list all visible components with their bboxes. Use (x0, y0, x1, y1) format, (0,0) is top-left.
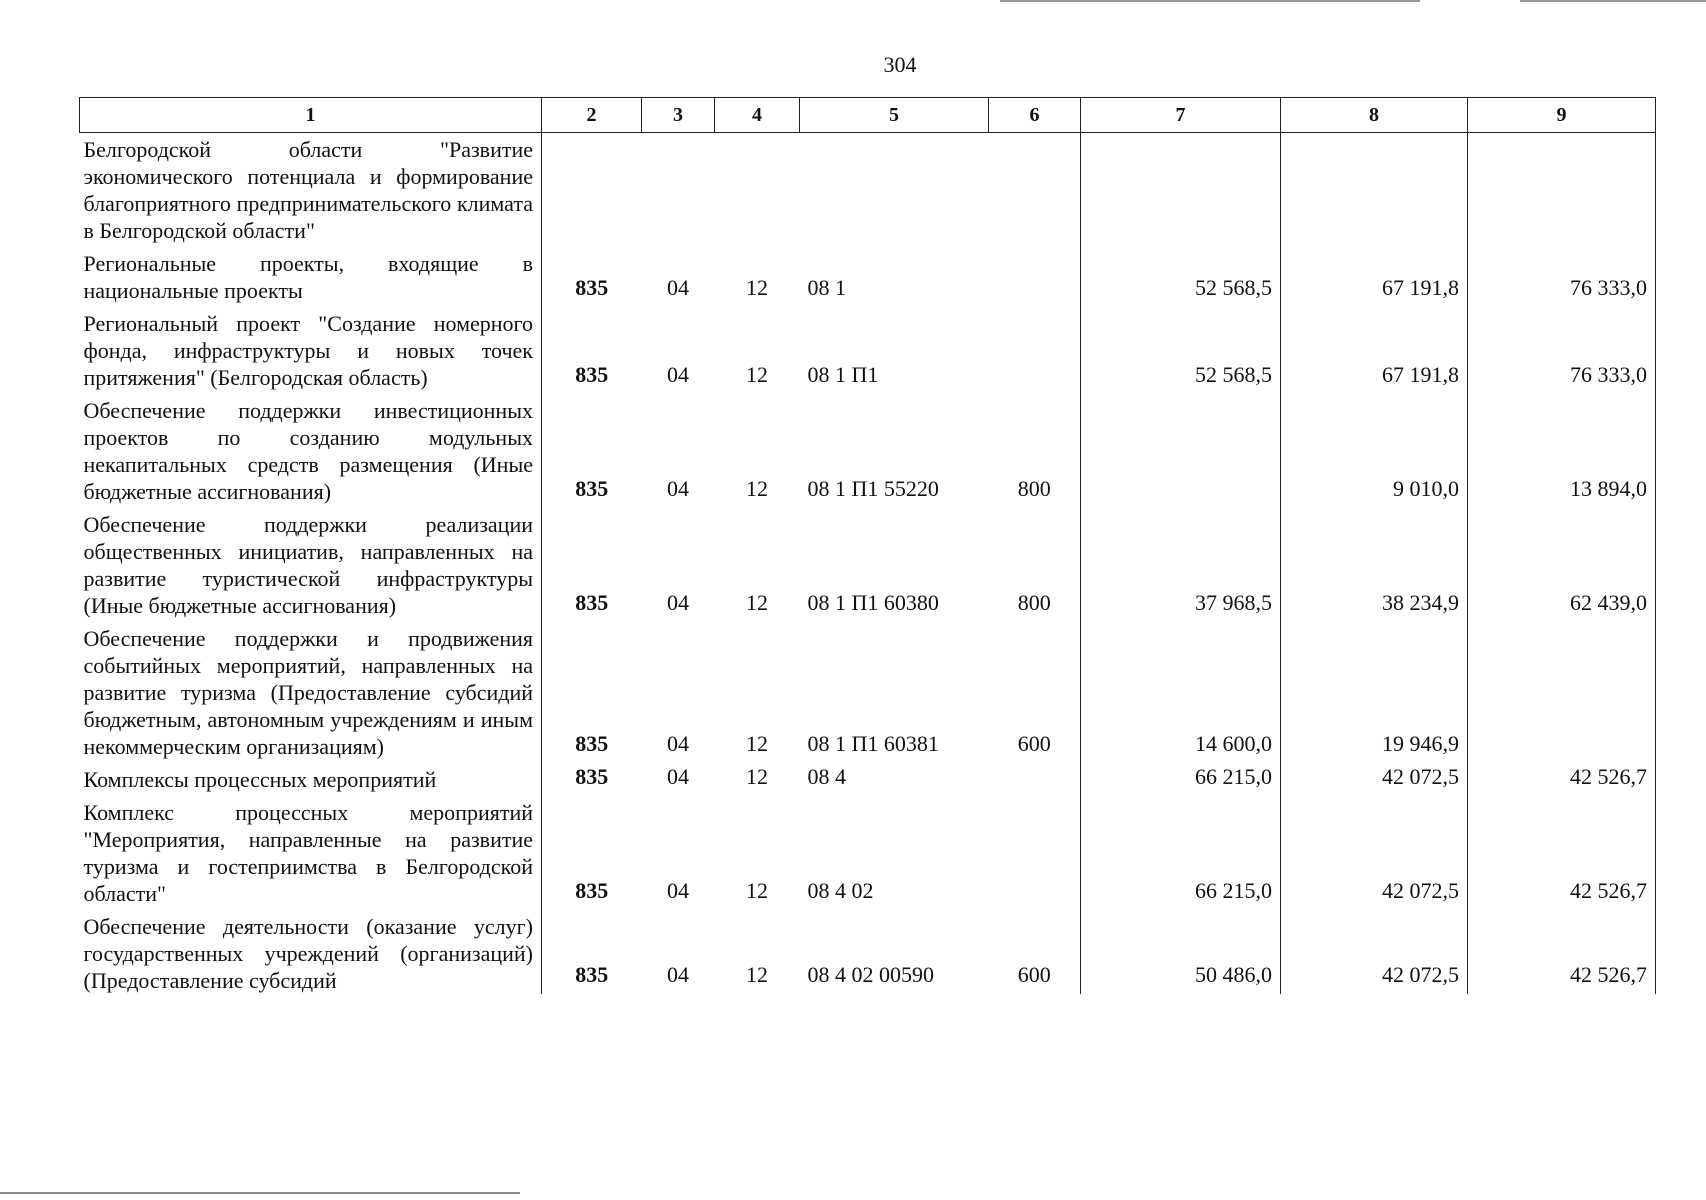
column-header: 4 (715, 98, 800, 133)
subsection-code (715, 133, 800, 248)
column-header: 8 (1281, 98, 1468, 133)
column-header: 3 (642, 98, 715, 133)
top-edge-rule (1520, 0, 1706, 2)
target-article-code: 08 1 П1 55220 (807, 476, 939, 501)
amount-col-8: 19 946,9 (1281, 622, 1468, 763)
section-code: 04 (667, 476, 689, 501)
expense-type-code (989, 247, 1081, 307)
column-header: 5 (800, 98, 989, 133)
amount-col-7: 37 968,5 (1081, 508, 1281, 622)
target-article-code: 08 1 П1 60380 (807, 590, 939, 615)
page-number: 304 (883, 52, 917, 77)
amount-col-8: 67 191,8 (1281, 247, 1468, 307)
amount-col-8: 9 010,0 (1281, 394, 1468, 508)
row-description: Комплекс процессных мероприятий "Мероприятия, направленные на развитие туризма и гостеприимства в Белгородской области" (80, 796, 542, 910)
column-header: 2 (542, 98, 642, 133)
row-description: Обеспечение поддержки реализации общественных инициатив, направленных на развитие туристической инфраструктуры (Иные бюджетные ассигнования) (80, 508, 542, 622)
amount-col-9: 62 439,0 (1468, 508, 1656, 622)
grbs-code: 835 (575, 962, 609, 987)
grbs-code: 835 (575, 878, 609, 903)
bottom-edge-rule (0, 1192, 520, 1194)
amount-col-8: 38 234,9 (1281, 508, 1468, 622)
section-code: 04 (667, 731, 689, 756)
table-row (80, 763, 1656, 796)
amount-col-8 (1281, 133, 1468, 248)
row-description: Региональные проекты, входящие в национальные проекты (80, 247, 542, 307)
row-description: Региональный проект "Создание номерного фонда, инфраструктуры и новых точек притяжения" (Белгородская область) (80, 307, 542, 394)
expense-type-code (989, 796, 1081, 910)
table-row (80, 307, 1656, 394)
row-description: Обеспечение деятельности (оказание услуг) государственных учреждений (организаций) (Предоставление субсидий (80, 910, 542, 994)
expense-type-code: 800 (1017, 590, 1051, 615)
amount-col-9 (1468, 133, 1656, 248)
section-code (642, 133, 715, 248)
row-description: Обеспечение поддержки инвестиционных проектов по созданию модульных некапитальных средств размещения (Иные бюджетные ассигнования) (80, 394, 542, 508)
amount-col-9: 42 526,7 (1468, 796, 1656, 910)
amount-col-8: 42 072,5 (1281, 763, 1468, 796)
subsection-code: 12 (746, 362, 768, 387)
subsection-code: 12 (746, 731, 768, 756)
subsection-code: 12 (746, 275, 768, 300)
top-edge-rule (1000, 0, 1420, 2)
table-row (80, 508, 1656, 622)
column-header: 6 (989, 98, 1081, 133)
amount-col-7: 52 568,5 (1081, 247, 1281, 307)
subsection-code: 12 (746, 962, 768, 987)
grbs-code: 835 (575, 362, 609, 387)
table-row (80, 394, 1656, 508)
column-header: 9 (1468, 98, 1656, 133)
expense-type-code (989, 133, 1081, 248)
table-row (80, 247, 1656, 307)
row-description: Белгородской области "Развитие экономического потенциала и формирование благоприятного предпринимательского климата в Белгородской области" (80, 133, 542, 248)
table-row (80, 622, 1656, 763)
grbs-code: 835 (575, 476, 609, 501)
amount-col-9: 42 526,7 (1468, 910, 1656, 994)
budget-table (79, 97, 1656, 994)
section-code: 04 (667, 275, 689, 300)
row-description: Обеспечение поддержки и продвижения событийных мероприятий, направленных на развитие туризма (Предоставление субсидий бюджетным, автономным учреждениям и иным некоммерческим организациям) (80, 622, 542, 763)
section-code: 04 (667, 764, 689, 789)
amount-col-7: 52 568,5 (1081, 307, 1281, 394)
amount-col-7 (1081, 133, 1281, 248)
amount-col-9: 42 526,7 (1468, 763, 1656, 796)
subsection-code: 12 (746, 590, 768, 615)
row-description: Комплексы процессных мероприятий (80, 763, 542, 796)
section-code: 04 (667, 962, 689, 987)
table-row (80, 796, 1656, 910)
grbs-code: 835 (575, 590, 609, 615)
section-code: 04 (667, 878, 689, 903)
expense-type-code: 600 (1017, 962, 1051, 987)
subsection-code: 12 (746, 764, 768, 789)
amount-col-7: 66 215,0 (1081, 796, 1281, 910)
target-article-code: 08 4 02 00590 (807, 962, 934, 987)
target-article-code: 08 4 02 (807, 878, 874, 903)
amount-col-8: 42 072,5 (1281, 796, 1468, 910)
grbs-code: 835 (575, 764, 609, 789)
grbs-code (542, 133, 642, 248)
target-article-code: 08 4 (807, 764, 846, 789)
expense-type-code (989, 307, 1081, 394)
target-article-code: 08 1 (807, 275, 846, 300)
target-article-code: 08 1 П1 (807, 362, 879, 387)
section-code: 04 (667, 590, 689, 615)
amount-col-7: 66 215,0 (1081, 763, 1281, 796)
target-article-code: 08 1 П1 60381 (807, 731, 939, 756)
amount-col-7: 14 600,0 (1081, 622, 1281, 763)
column-header: 7 (1081, 98, 1281, 133)
amount-col-9 (1468, 622, 1656, 763)
grbs-code: 835 (575, 275, 609, 300)
table-row (80, 133, 1656, 248)
subsection-code: 12 (746, 476, 768, 501)
amount-col-8: 67 191,8 (1281, 307, 1468, 394)
amount-col-9: 76 333,0 (1468, 247, 1656, 307)
amount-col-9: 76 333,0 (1468, 307, 1656, 394)
expense-type-code: 800 (1017, 476, 1051, 501)
expense-type-code (989, 763, 1081, 796)
target-article-code (800, 133, 989, 248)
column-header: 1 (80, 98, 542, 133)
amount-col-9: 13 894,0 (1468, 394, 1656, 508)
amount-col-8: 42 072,5 (1281, 910, 1468, 994)
table-row (80, 910, 1656, 994)
column-number-header (80, 98, 1656, 133)
grbs-code: 835 (575, 731, 609, 756)
expense-type-code: 600 (1017, 731, 1051, 756)
amount-col-7 (1081, 394, 1281, 508)
amount-col-7: 50 486,0 (1081, 910, 1281, 994)
section-code: 04 (667, 362, 689, 387)
subsection-code: 12 (746, 878, 768, 903)
